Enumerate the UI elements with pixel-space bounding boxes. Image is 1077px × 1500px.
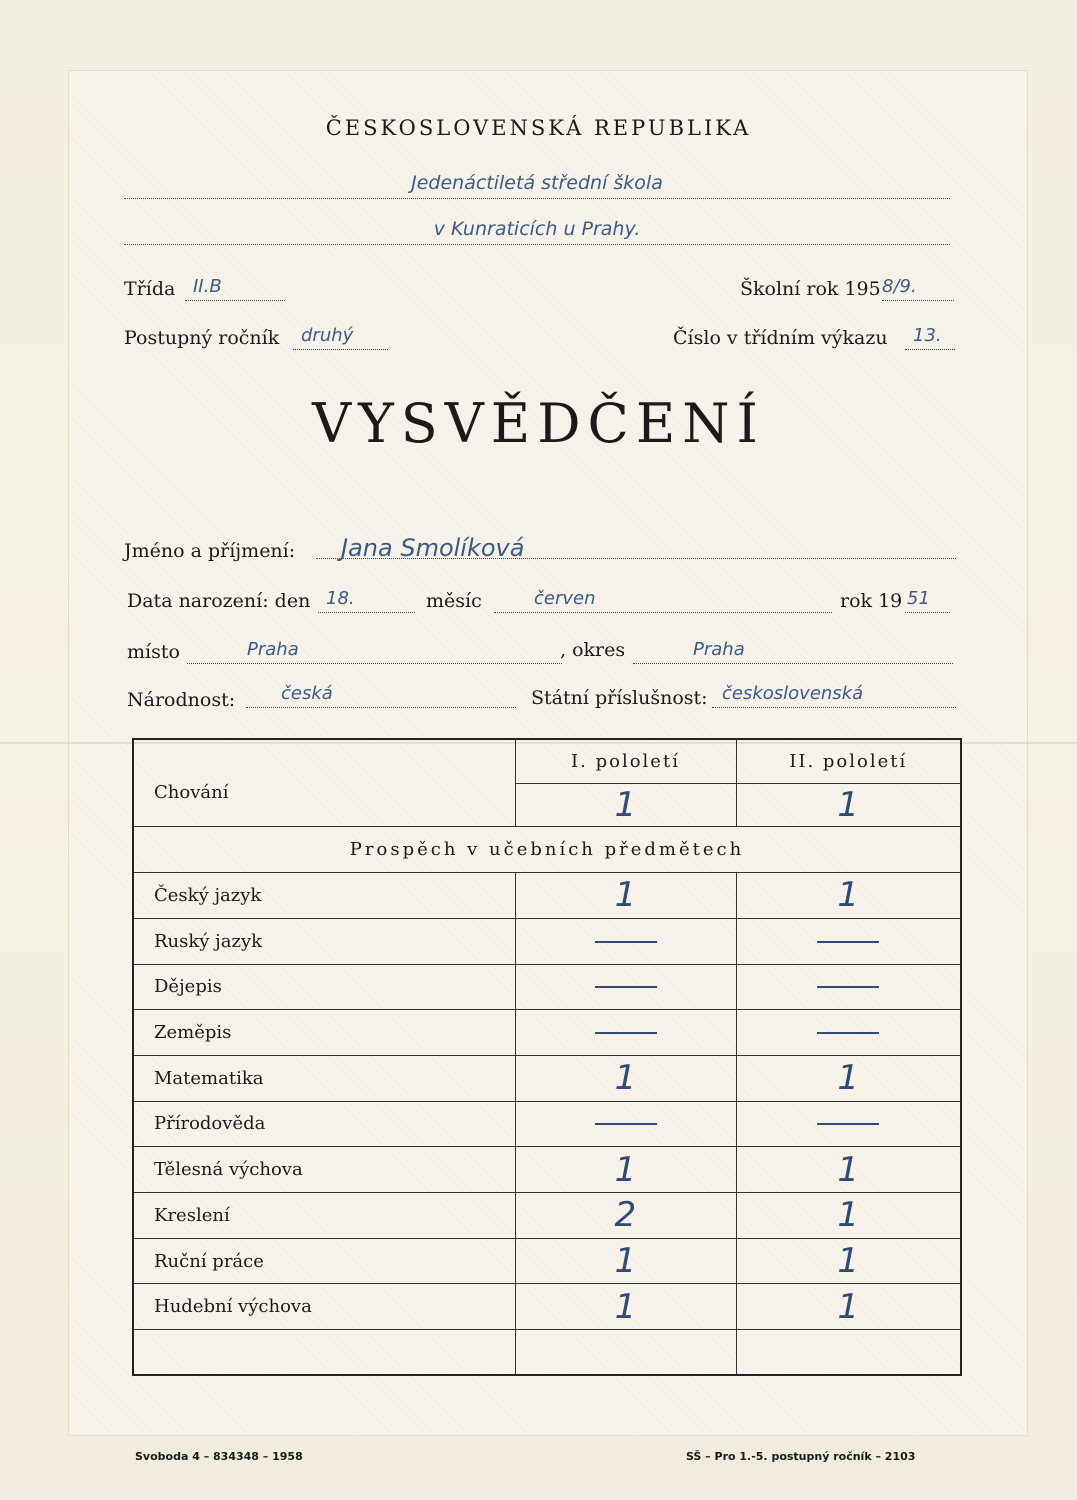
rok-field: 51 bbox=[905, 588, 950, 613]
subject-name: Hudební výchova bbox=[133, 1284, 515, 1330]
statni-label: Státní příslušnost: bbox=[531, 687, 708, 709]
subject-row bbox=[133, 1284, 961, 1330]
footer-form-code: SŠ – Pro 1.-5. postupný ročník – 2103 bbox=[686, 1450, 916, 1463]
subject-row bbox=[133, 1193, 961, 1239]
chovani-label: Chování bbox=[133, 739, 515, 826]
subject-grade-1 bbox=[515, 1238, 736, 1284]
republic-heading: ČESKOSLOVENSKÁ REPUBLIKA bbox=[325, 116, 752, 140]
no-grade-dash bbox=[595, 941, 657, 943]
okres-label: , okres bbox=[560, 639, 626, 661]
school-name-line2: v Kunraticích u Prahy. bbox=[124, 214, 950, 245]
narodnost-field: česká bbox=[246, 683, 516, 708]
grade-value: 1 bbox=[837, 1058, 860, 1099]
no-grade-dash bbox=[817, 1032, 879, 1034]
skolni-rok-label: Školní rok 195 bbox=[740, 278, 881, 300]
chovani-grade-2: 1 bbox=[736, 783, 961, 826]
subject-name: Zeměpis bbox=[133, 1010, 515, 1056]
grade-value: 1 bbox=[837, 1195, 860, 1236]
subject-name: Tělesná výchova bbox=[133, 1147, 515, 1193]
subject-row bbox=[133, 1101, 961, 1147]
subject-grade-2 bbox=[736, 1010, 961, 1056]
grade-value: 1 bbox=[837, 1286, 860, 1327]
subject-grade-1 bbox=[515, 1010, 736, 1056]
grade-value: 1 bbox=[837, 875, 860, 916]
trida-label: Třída bbox=[124, 278, 176, 300]
subject-grade-2 bbox=[736, 1055, 961, 1101]
subject-grade-2 bbox=[736, 1101, 961, 1147]
footer-printer: Svoboda 4 – 834348 – 1958 bbox=[135, 1450, 303, 1463]
rok-label: rok 19 bbox=[840, 590, 903, 612]
subject-grade-1 bbox=[515, 918, 736, 964]
grade-value: 1 bbox=[614, 875, 637, 916]
subject-row bbox=[133, 964, 961, 1010]
grade-value: 1 bbox=[614, 1149, 637, 1190]
okres-field: Praha bbox=[633, 639, 953, 664]
subject-name: Ruční práce bbox=[133, 1238, 515, 1284]
subject-row bbox=[133, 1010, 961, 1056]
subject-grade-2 bbox=[736, 918, 961, 964]
chovani-grade-1: 1 bbox=[515, 783, 736, 826]
grade-value: 1 bbox=[614, 1058, 637, 1099]
subject-name: Ruský jazyk bbox=[133, 918, 515, 964]
grade-value: 1 bbox=[837, 1241, 860, 1282]
grade-value: 1 bbox=[614, 1241, 637, 1282]
no-grade-dash bbox=[817, 986, 879, 988]
cislo-label: Číslo v třídním výkazu bbox=[673, 327, 888, 349]
data-narozeni-label: Data narození: den bbox=[127, 590, 311, 612]
subject-row bbox=[133, 873, 961, 919]
col-header-1: I. pololetí bbox=[515, 739, 736, 783]
subject-grade-1 bbox=[515, 1284, 736, 1330]
subject-grade-2 bbox=[736, 1238, 961, 1284]
subject-row bbox=[133, 1055, 961, 1101]
grade-value: 2 bbox=[614, 1195, 637, 1236]
subject-grade-1 bbox=[515, 964, 736, 1010]
empty-cell bbox=[515, 1330, 736, 1375]
subject-grade-1 bbox=[515, 873, 736, 919]
subject-grade-2 bbox=[736, 1193, 961, 1239]
subject-rows bbox=[133, 873, 961, 1330]
subject-grade-1 bbox=[515, 1055, 736, 1101]
trida-field: II.B bbox=[185, 276, 285, 301]
postupny-label: Postupný ročník bbox=[124, 327, 280, 349]
narodnost-label: Národnost: bbox=[127, 689, 236, 711]
no-grade-dash bbox=[817, 1123, 879, 1125]
subject-grade-2 bbox=[736, 1284, 961, 1330]
header-row bbox=[133, 739, 961, 783]
col-header-2: II. pololetí bbox=[736, 739, 961, 783]
subject-row bbox=[133, 1238, 961, 1284]
subject-row bbox=[133, 918, 961, 964]
skolni-rok-field: 8/9. bbox=[882, 276, 954, 301]
grade-value: 1 bbox=[614, 1286, 637, 1327]
jmeno-field: Jana Smolíková bbox=[316, 534, 956, 559]
grades-table bbox=[132, 738, 962, 1376]
subject-grade-2 bbox=[736, 1147, 961, 1193]
school-name-line1: Jedenáctiletá střední škola bbox=[124, 168, 950, 199]
no-grade-dash bbox=[595, 986, 657, 988]
subject-row bbox=[133, 1147, 961, 1193]
prospech-header: Prospěch v učebních předmětech bbox=[133, 826, 961, 872]
mesic-label: měsíc bbox=[426, 590, 482, 612]
subject-grade-2 bbox=[736, 873, 961, 919]
cislo-field: 13. bbox=[905, 325, 955, 350]
subject-name: Dějepis bbox=[133, 964, 515, 1010]
no-grade-dash bbox=[595, 1032, 657, 1034]
subject-grade-2 bbox=[736, 964, 961, 1010]
subject-grade-1 bbox=[515, 1101, 736, 1147]
subject-grade-1 bbox=[515, 1147, 736, 1193]
prospech-header-row bbox=[133, 826, 961, 872]
subject-grade-1 bbox=[515, 1193, 736, 1239]
subject-name: Kreslení bbox=[133, 1193, 515, 1239]
jmeno-label: Jméno a příjmení: bbox=[124, 540, 296, 562]
empty-cell bbox=[133, 1330, 515, 1375]
subject-name: Přírodověda bbox=[133, 1101, 515, 1147]
no-grade-dash bbox=[817, 941, 879, 943]
document-title: VYSVĚDČENÍ bbox=[312, 392, 765, 455]
misto-field: Praha bbox=[187, 639, 562, 664]
subject-name: Český jazyk bbox=[133, 873, 515, 919]
postupny-field: druhý bbox=[293, 325, 388, 350]
den-field: 18. bbox=[318, 588, 415, 613]
empty-row bbox=[133, 1330, 961, 1375]
grade-value: 1 bbox=[837, 1149, 860, 1190]
mesic-field: červen bbox=[494, 588, 832, 613]
statni-field: československá bbox=[712, 683, 956, 708]
subject-name: Matematika bbox=[133, 1055, 515, 1101]
empty-cell bbox=[736, 1330, 961, 1375]
no-grade-dash bbox=[595, 1123, 657, 1125]
misto-label: místo bbox=[127, 641, 180, 663]
